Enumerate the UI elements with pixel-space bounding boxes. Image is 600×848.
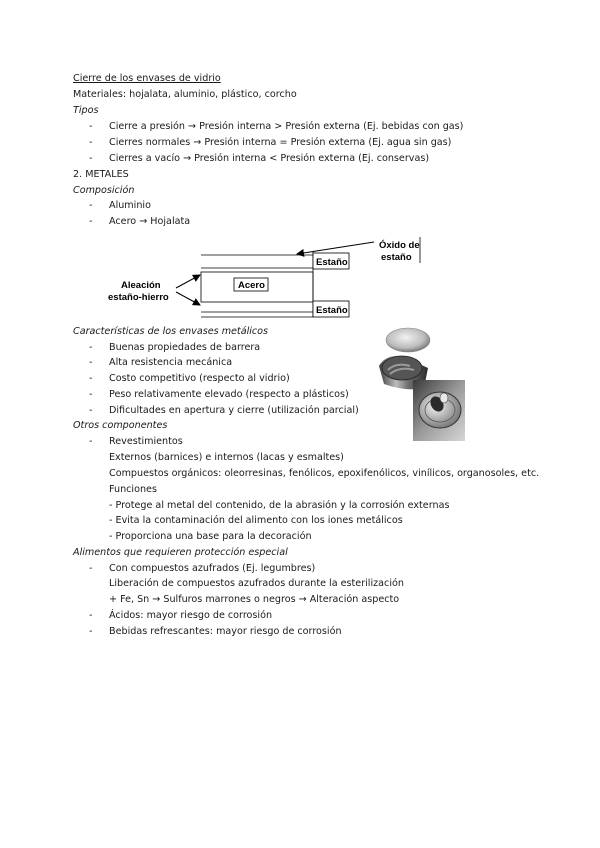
list-item-text: Alta resistencia mecánica <box>109 357 233 368</box>
list-item <box>0 342 600 356</box>
alloy-arrow-bottom <box>176 292 200 305</box>
list-item-text: Ácidos: mayor riesgo de corrosión <box>109 610 273 621</box>
bullet-dash: - <box>89 342 93 353</box>
glass-materials: Materiales: hojalata, aluminio, plástico, corcho <box>73 89 297 100</box>
bullet-dash: - <box>89 626 93 637</box>
list-item <box>0 389 600 403</box>
foods-heading: Alimentos que requieren protección especial <box>73 547 288 558</box>
list-item-text: Costo competitivo (respecto al vidrio) <box>109 373 290 384</box>
list-item <box>0 626 600 640</box>
glass-types-heading: Tipos <box>73 105 99 116</box>
bullet-dash: - <box>89 357 93 368</box>
components-line: Funciones <box>109 484 157 495</box>
characteristics-heading: Características de los envases metálicos <box>73 326 269 337</box>
list-item <box>0 405 600 419</box>
composition-heading: Composición <box>73 185 135 196</box>
bullet-dash: - <box>89 563 93 574</box>
list-item <box>0 563 600 577</box>
bullet-dash: - <box>89 200 93 211</box>
list-item <box>0 436 600 450</box>
glass-section-title: Cierre de los envases de vidrio <box>73 73 221 84</box>
oxide-arrow <box>297 242 374 254</box>
metals-heading: 2. METALES <box>73 169 129 180</box>
bullet-dash: - <box>89 373 93 384</box>
list-item <box>0 373 600 387</box>
list-item-text: Bebidas refrescantes: mayor riesgo de corrosión <box>109 626 342 637</box>
can-pull-tab-photo <box>413 380 465 441</box>
components-line: - Proporciona una base para la decoración <box>109 531 312 542</box>
bullet-dash: - <box>89 610 93 621</box>
components-line: - Protege al metal del contenido, de la abrasión y la corrosión externas <box>109 500 450 511</box>
components-line: Externos (barnices) e internos (lacas y esmaltes) <box>109 452 344 463</box>
bullet-dash: - <box>89 436 93 447</box>
alloy-arrow-top <box>176 275 200 288</box>
alloy-label-line2: estaño-hierro <box>108 292 169 303</box>
components-line: - Evita la contaminación del alimento con los iones metálicos <box>109 515 403 526</box>
components-line: Compuestos orgánicos: oleorresinas, fenólicos, epoxifenólicos, vinílicos, organosoles, etc. <box>109 468 540 479</box>
list-item-text: Cierres a vacío → Presión interna < Presión externa (Ej. conservas) <box>109 153 430 164</box>
list-item-text: Aluminio <box>109 200 151 211</box>
bullet-dash: - <box>89 153 93 164</box>
foods-line: + Fe, Sn → Sulfuros marrones o negros → Alteración aspecto <box>109 594 400 605</box>
list-item-text: Cierre a presión → Presión interna > Presión externa (Ej. bebidas con gas) <box>109 121 464 132</box>
alloy-label-line1: Aleación <box>121 280 161 291</box>
bullet-dash: - <box>89 405 93 416</box>
oxide-label-line2: estaño <box>381 252 412 263</box>
bullet-dash: - <box>89 137 93 148</box>
foods-line: Liberación de compuestos azufrados durante la esterilización <box>109 578 404 589</box>
steel-label: Acero <box>238 280 265 291</box>
list-item-text: Acero → Hojalata <box>109 216 191 227</box>
tin-top-label: Estaño <box>316 257 348 268</box>
list-item <box>0 357 600 371</box>
list-item-text: Revestimientos <box>109 436 183 447</box>
list-item <box>0 610 600 624</box>
bullet-dash: - <box>89 216 93 227</box>
list-item-text: Dificultades en apertura y cierre (utilización parcial) <box>109 405 359 416</box>
list-item-text: Cierres normales → Presión interna = Presión externa (Ej. agua sin gas) <box>109 137 452 148</box>
bullet-dash: - <box>89 121 93 132</box>
list-item-text: Con compuestos azufrados (Ej. legumbres) <box>109 563 316 574</box>
list-item-text: Buenas propiedades de barrera <box>109 342 261 353</box>
components-heading: Otros componentes <box>73 420 168 431</box>
oxide-label-line1: Óxido de <box>379 240 420 251</box>
list-item-text: Peso relativamente elevado (respecto a plásticos) <box>109 389 349 400</box>
bullet-dash: - <box>89 389 93 400</box>
tin-bottom-label: Estaño <box>316 305 348 316</box>
